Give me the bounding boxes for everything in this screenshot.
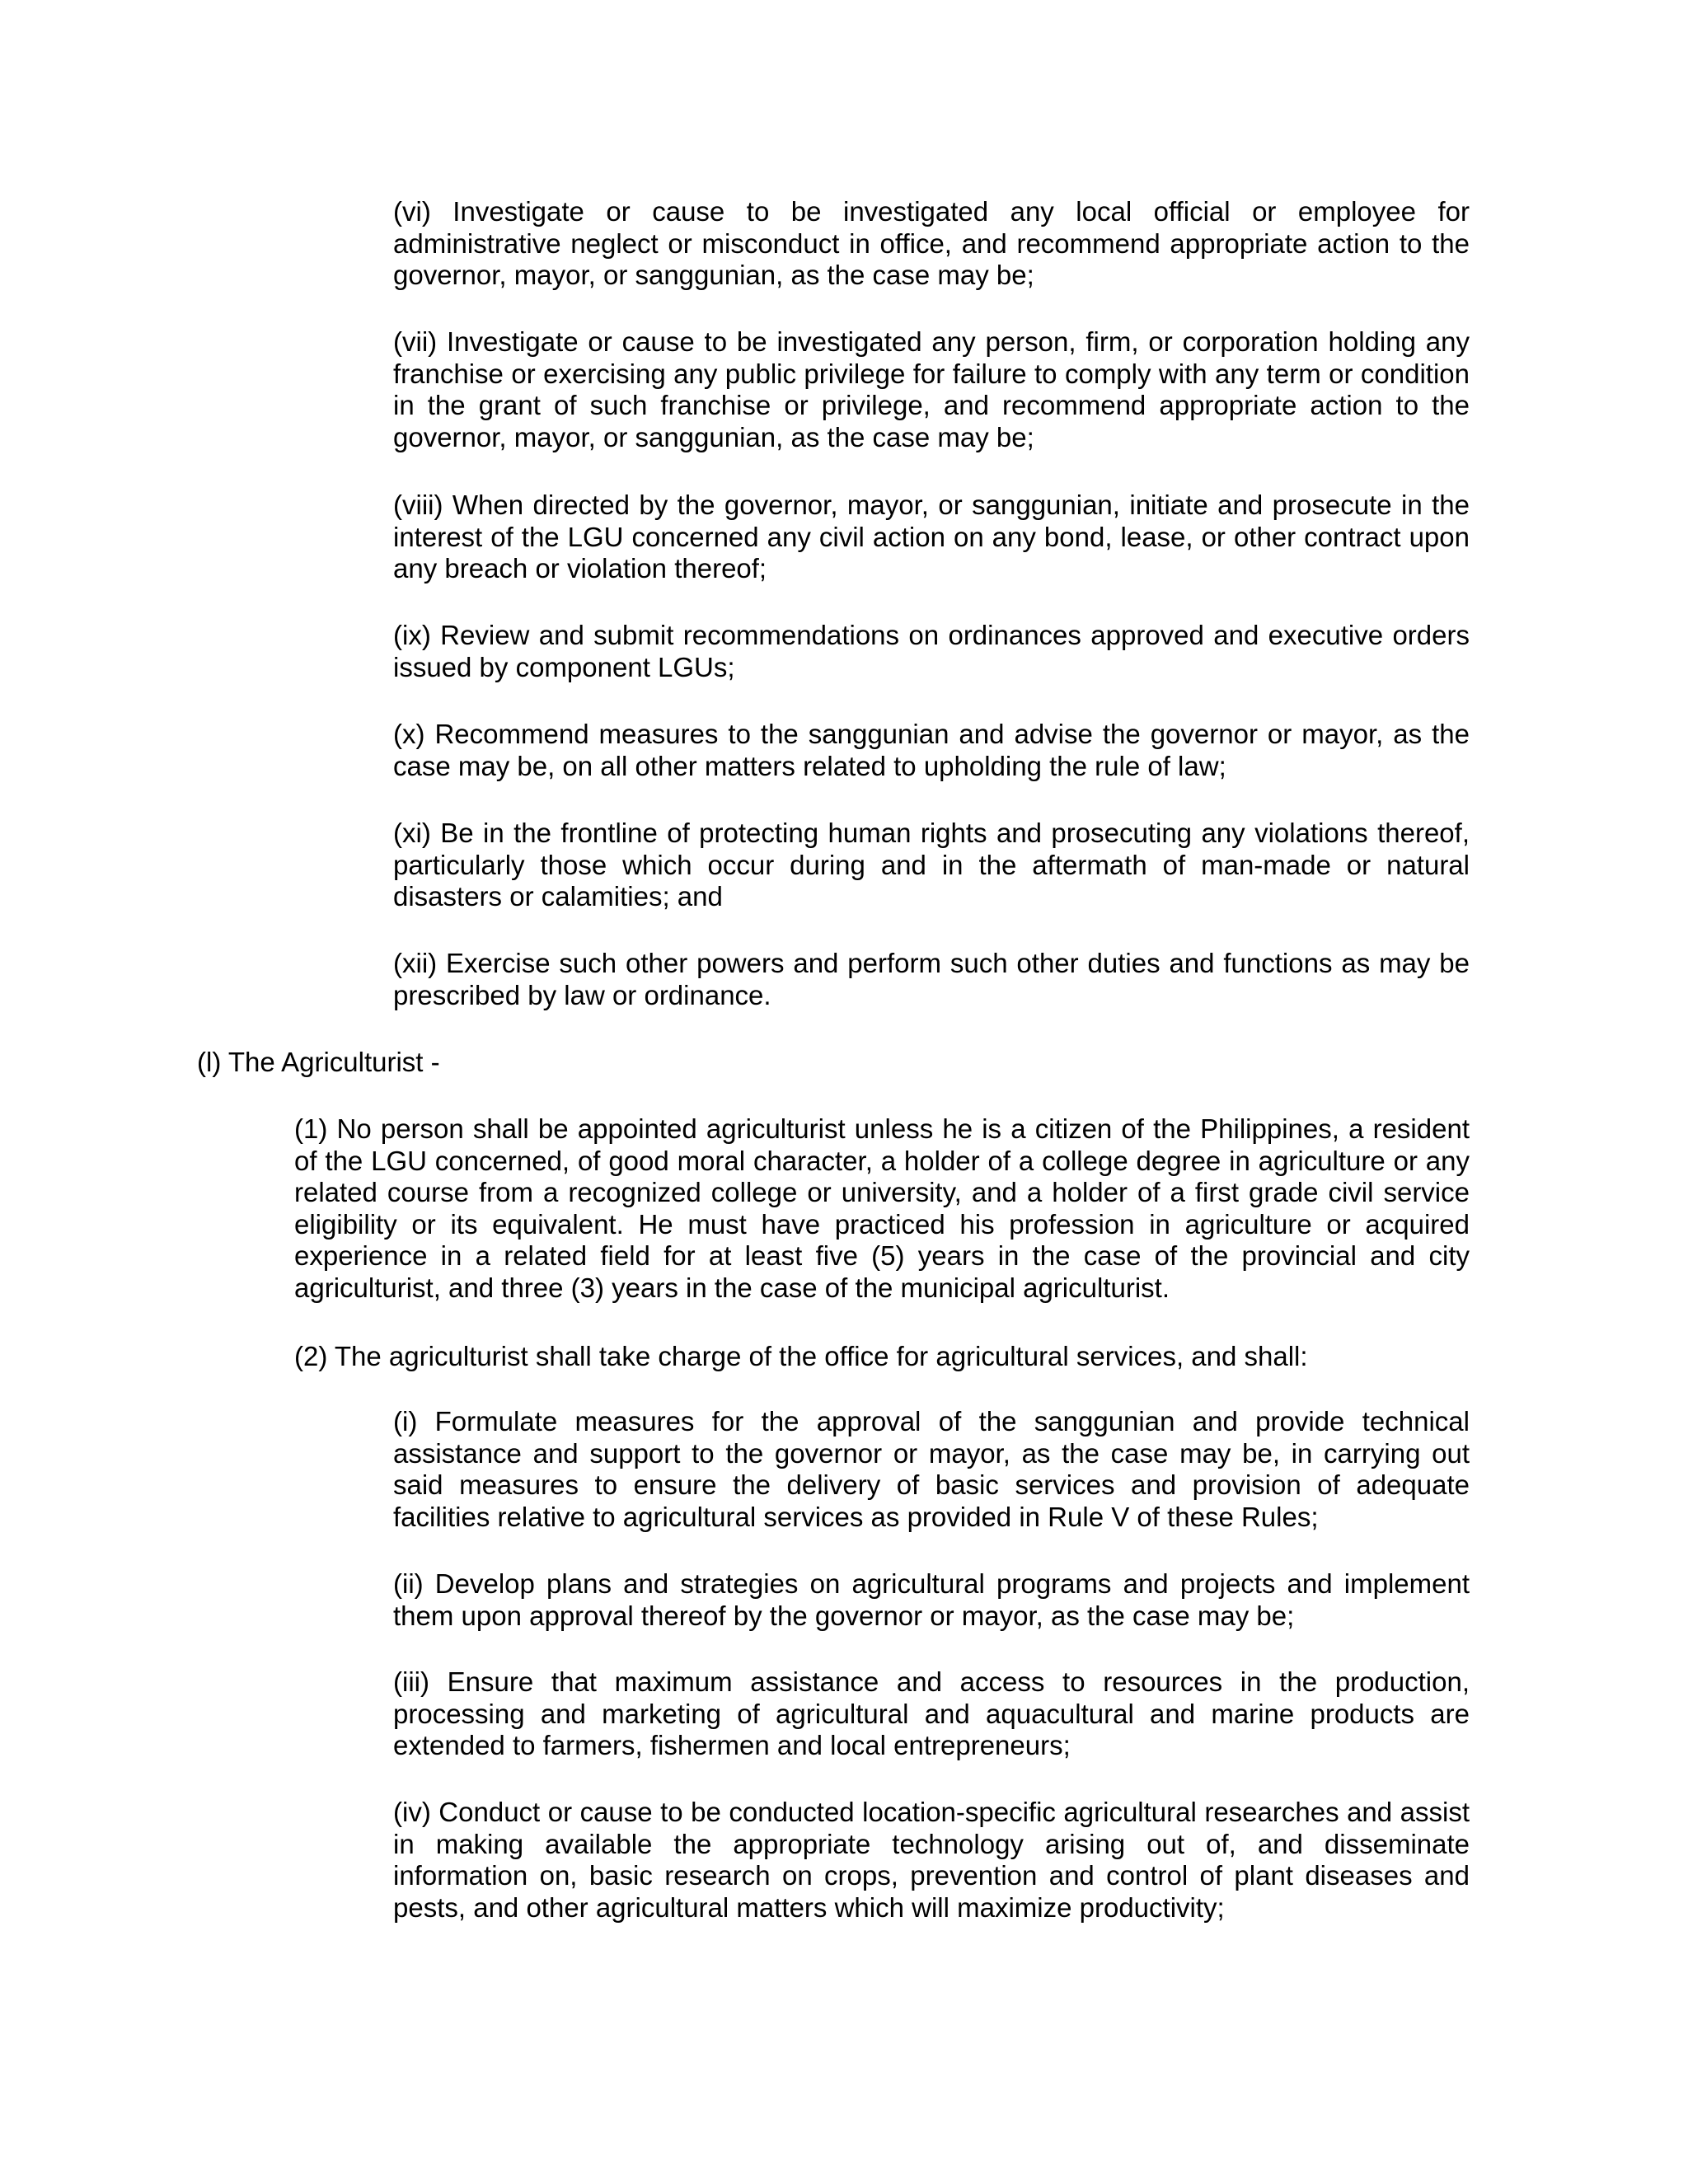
- paragraph-sub-iv: (iv) Conduct or cause to be conducted location-specific agricultural researches and assist in making available the appropriate technology arising out of, and disseminate information on, basic research on crops, prevention and control of plant diseases and pests, and other agricultural matters which will maximize productivity;: [393, 1797, 1470, 1923]
- paragraph-sub-i: (i) Formulate measures for the approval of the sanggunian and provide technical assistance and support to the governor or mayor, as the case may be, in carrying out said measures to ensure the delivery of basic services and provision of adequate facilities relative to agricultural services as provided in Rule V of these Rules;: [393, 1406, 1470, 1532]
- paragraph-sub-ii: (ii) Develop plans and strategies on agricultural programs and projects and implement them upon approval thereof by the governor or mayor, as the case may be;: [393, 1568, 1470, 1631]
- paragraph-ix: (ix) Review and submit recommendations on ordinances approved and executive orders issued by component LGUs;: [393, 620, 1470, 682]
- paragraph-vii: (vii) Investigate or cause to be investigated any person, firm, or corporation holding any franchise or exercising any public privilege for failure to comply with any term or condition in the grant of such franchise or privilege, and recommend appropriate action to the governor, mayor, or sanggunian, as the case may be;: [393, 326, 1470, 452]
- paragraph-xi: (xi) Be in the frontline of protecting human rights and prosecuting any violations thereof, particularly those which occur during and in the aftermath of man-made or natural disasters or calamities; and: [393, 818, 1470, 912]
- paragraph-item-1: (1) No person shall be appointed agriculturist unless he is a citizen of the Philippines, a resident of the LGU concerned, of good moral character, a holder of a college degree in agriculture or any related course from a recognized college or university, and a holder of a first grade civil service eligibility or its equivalent. He must have practiced his profession in agriculture or acquired experience in a related field for at least five (5) years in the case of the provincial and city agriculturist, and three (3) years in the case of the municipal agriculturist.: [294, 1113, 1470, 1303]
- paragraph-x: (x) Recommend measures to the sanggunian and advise the governor or mayor, as the case may be, on all other matters related to upholding the rule of law;: [393, 719, 1470, 781]
- paragraph-vi: (vi) Investigate or cause to be investigated any local official or employee for administrative neglect or misconduct in office, and recommend appropriate action to the governor, mayor, or sanggunian, as the case may be;: [393, 196, 1470, 290]
- paragraph-item-2: (2) The agriculturist shall take charge of the office for agricultural services, and shall:: [294, 1341, 1308, 1371]
- paragraph-viii: (viii) When directed by the governor, mayor, or sanggunian, initiate and prosecute in the interest of the LGU concerned any civil action on any bond, lease, or other contract upon any breach or violation thereof;: [393, 490, 1470, 583]
- paragraph-xii: (xii) Exercise such other powers and perform such other duties and functions as may be prescribed by law or ordinance.: [393, 948, 1470, 1010]
- paragraph-sub-iii: (iii) Ensure that maximum assistance and access to resources in the production, processing and marketing of agricultural and aquacultural and marine products are extended to farmers, fishermen and local entrepreneurs;: [393, 1666, 1470, 1760]
- section-heading-agriculturist: (l) The Agriculturist -: [197, 1047, 440, 1077]
